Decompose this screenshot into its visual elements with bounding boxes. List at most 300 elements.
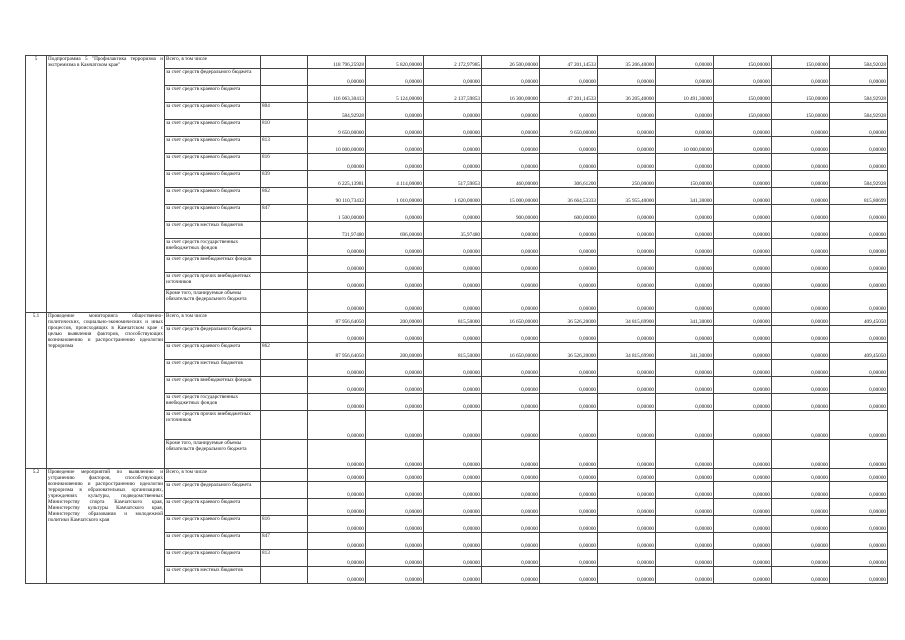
value-cell: 0,00000	[366, 394, 424, 411]
value-cell: 0,00000	[482, 550, 540, 567]
value-cell: 696,00000	[366, 222, 424, 239]
value-cell: 0,00000	[308, 154, 366, 171]
value-cell: 0,00000	[598, 550, 656, 567]
grbs-code: 804	[261, 103, 308, 120]
value-cell: 0,00000	[714, 567, 772, 584]
value-cell: 10 000,00000	[656, 137, 714, 154]
value-cell: 0,00000	[598, 120, 656, 137]
value-cell: 0,00000	[772, 482, 830, 499]
funding-source: за счет средств местных бюджетов	[165, 567, 261, 584]
value-cell: 0,00000	[598, 499, 656, 516]
value-cell: 0,00000	[482, 239, 540, 256]
funding-source: за счет средств государственных внебюджетных фондов	[165, 239, 261, 256]
value-cell: 0,00000	[772, 567, 830, 584]
value-cell: 1 500,00000	[308, 205, 366, 222]
value-cell: 0,00000	[656, 482, 714, 499]
value-cell: 0,00000	[424, 239, 482, 256]
value-cell: 815,50000	[424, 313, 482, 326]
value-cell: 1 010,00000	[366, 188, 424, 205]
value-cell: 0,00000	[830, 482, 888, 499]
value-cell: 0,00000	[308, 469, 366, 482]
value-cell: 0,00000	[482, 440, 540, 469]
value-cell: 517,59853	[424, 171, 482, 188]
funding-source: за счет средств федерального бюджета	[165, 326, 261, 343]
value-cell: 0,00000	[366, 550, 424, 567]
value-cell: 0,00000	[482, 290, 540, 313]
value-cell: 0,00000	[656, 360, 714, 377]
value-cell: 0,00000	[714, 222, 772, 239]
value-cell: 34 815,69900	[598, 343, 656, 360]
value-cell: 35 206,40000	[598, 56, 656, 69]
value-cell: 0,00000	[772, 273, 830, 290]
section-name: Проведение мониторинга общественно-политических, социально-экономических и иных процессов, происходящих в Камчатском крае с целью выявления факторов, способствующих возникновению и распространению идеологии терроризма	[47, 313, 165, 469]
section-name: Подпрограмма 5 "Профилактика терроризма и экстремизма в Камчатском крае"	[47, 56, 165, 313]
grbs-code: 816	[261, 154, 308, 171]
value-cell: 0,00000	[656, 533, 714, 550]
value-cell: 0,00000	[830, 273, 888, 290]
value-cell: 0,00000	[714, 343, 772, 360]
value-cell: 90 110,73432	[308, 188, 366, 205]
value-cell: 0,00000	[366, 482, 424, 499]
section-name: Проведение мероприятий по выявлению и устранению факторов, способствующих возникновению и распространению идеологии терроризма в образовательных организациях, учреждениях культуры, подведомственных Министерству спорта Камчатского края, Министерству культуры Камчатского края, Министерству образования и молодежной политики Камчатского края	[47, 469, 165, 584]
value-cell: 0,00000	[714, 273, 772, 290]
section-number: 5.2	[26, 469, 47, 584]
funding-source: за счет средств краевого бюджета	[165, 343, 261, 360]
value-cell: 15 000,00000	[482, 188, 540, 205]
value-cell: 0,00000	[482, 103, 540, 120]
value-cell: 0,00000	[598, 440, 656, 469]
value-cell: 0,00000	[308, 326, 366, 343]
funding-source: Всего, в том числе	[165, 469, 261, 482]
value-cell: 0,00000	[772, 469, 830, 482]
value-cell: 0,00000	[366, 516, 424, 533]
value-cell: 0,00000	[308, 550, 366, 567]
value-cell: 0,00000	[772, 205, 830, 222]
value-cell: 0,00000	[598, 516, 656, 533]
value-cell: 0,00000	[772, 256, 830, 273]
value-cell: 2 172,97985	[424, 56, 482, 69]
section-number: 5	[26, 56, 47, 313]
value-cell: 0,00000	[540, 394, 598, 411]
value-cell: 0,00000	[714, 499, 772, 516]
funding-source: за счет средств краевого бюджета	[165, 188, 261, 205]
value-cell: 0,00000	[830, 239, 888, 256]
grbs-code: 810	[261, 120, 308, 137]
value-cell: 0,00000	[366, 469, 424, 482]
value-cell: 0,00000	[540, 290, 598, 313]
value-cell: 0,00000	[830, 69, 888, 86]
value-cell: 0,00000	[424, 103, 482, 120]
value-cell: 0,00000	[482, 120, 540, 137]
value-cell: 0,00000	[598, 360, 656, 377]
value-cell: 0,00000	[424, 516, 482, 533]
value-cell: 0,00000	[772, 440, 830, 469]
value-cell: 0,00000	[656, 440, 714, 469]
value-cell: 0,00000	[772, 533, 830, 550]
value-cell: 47 201,14533	[540, 56, 598, 69]
value-cell: 0,00000	[772, 222, 830, 239]
value-cell: 0,00000	[540, 533, 598, 550]
table-row	[26, 469, 888, 482]
value-cell: 200,00000	[366, 313, 424, 326]
value-cell: 150,00000	[714, 56, 772, 69]
grbs-code: 839	[261, 171, 308, 188]
value-cell: 0,00000	[598, 290, 656, 313]
value-cell: 0,00000	[656, 411, 714, 440]
value-cell: 116 063,30413	[308, 86, 366, 103]
value-cell: 0,00000	[714, 120, 772, 137]
value-cell: 5 124,00000	[366, 86, 424, 103]
value-cell: 0,00000	[366, 411, 424, 440]
value-cell: 0,00000	[714, 69, 772, 86]
value-cell: 0,00000	[308, 567, 366, 584]
value-cell: 600,00000	[540, 205, 598, 222]
value-cell: 0,00000	[540, 440, 598, 469]
value-cell: 0,00000	[308, 256, 366, 273]
value-cell: 10 000,00000	[308, 137, 366, 154]
grbs-code: 847	[261, 205, 308, 222]
grbs-code: 862	[261, 188, 308, 205]
funding-source: за счет средств государственных внебюджетных фондов	[165, 394, 261, 411]
value-cell: 0,00000	[424, 360, 482, 377]
value-cell: 16 650,00000	[482, 313, 540, 326]
value-cell: 0,00000	[424, 326, 482, 343]
value-cell: 0,00000	[308, 516, 366, 533]
value-cell: 0,00000	[482, 567, 540, 584]
value-cell: 0,00000	[772, 516, 830, 533]
value-cell: 0,00000	[656, 256, 714, 273]
value-cell: 0,00000	[308, 440, 366, 469]
value-cell: 0,00000	[540, 377, 598, 394]
funding-source: Кроме того, планируемые объемы обязательств федерального бюджета	[165, 440, 261, 469]
value-cell: 0,00000	[540, 103, 598, 120]
funding-source: за счет средств федерального бюджета	[165, 482, 261, 499]
value-cell: 460,00000	[482, 171, 540, 188]
value-cell: 0,00000	[714, 313, 772, 326]
value-cell: 16 650,00000	[482, 343, 540, 360]
value-cell: 118 796,25928	[308, 56, 366, 69]
value-cell: 0,00000	[598, 394, 656, 411]
value-cell: 0,00000	[714, 239, 772, 256]
value-cell: 0,00000	[424, 273, 482, 290]
value-cell: 0,00000	[482, 411, 540, 440]
value-cell: 0,00000	[656, 394, 714, 411]
funding-source: за счет средств краевого бюджета	[165, 154, 261, 171]
value-cell: 34 815,69900	[598, 313, 656, 326]
value-cell: 0,00000	[656, 326, 714, 343]
value-cell: 0,00000	[772, 550, 830, 567]
value-cell: 0,00000	[656, 273, 714, 290]
grbs-code: 813	[261, 137, 308, 154]
value-cell: 0,00000	[714, 469, 772, 482]
value-cell: 0,00000	[424, 377, 482, 394]
value-cell: 0,00000	[772, 290, 830, 313]
value-cell: 0,00000	[366, 256, 424, 273]
value-cell: 0,00000	[540, 550, 598, 567]
value-cell: 0,00000	[772, 188, 830, 205]
value-cell: 0,00000	[598, 273, 656, 290]
value-cell: 0,00000	[656, 469, 714, 482]
grbs-code	[261, 482, 308, 499]
value-cell: 2 137,59853	[424, 86, 482, 103]
funding-source: Всего, в том числе	[165, 313, 261, 326]
value-cell: 584,92928	[830, 103, 888, 120]
value-cell: 0,00000	[830, 360, 888, 377]
value-cell: 0,00000	[656, 120, 714, 137]
value-cell: 0,00000	[482, 377, 540, 394]
value-cell: 0,00000	[598, 222, 656, 239]
value-cell: 0,00000	[482, 533, 540, 550]
funding-source: за счет средств местных бюджетов	[165, 360, 261, 377]
funding-source: за счет средств прочих внебюджетных источников	[165, 411, 261, 440]
grbs-code	[261, 394, 308, 411]
value-cell: 0,00000	[830, 533, 888, 550]
value-cell: 0,00000	[714, 516, 772, 533]
value-cell: 0,00000	[714, 482, 772, 499]
value-cell: 16 300,00000	[482, 86, 540, 103]
value-cell: 0,00000	[656, 205, 714, 222]
value-cell: 0,00000	[830, 137, 888, 154]
value-cell: 0,00000	[540, 273, 598, 290]
value-cell: 0,00000	[714, 326, 772, 343]
value-cell: 5 820,00000	[366, 56, 424, 69]
grbs-code: 813	[261, 550, 308, 567]
value-cell: 0,00000	[772, 394, 830, 411]
value-cell: 584,92928	[308, 103, 366, 120]
value-cell: 731,97480	[308, 222, 366, 239]
funding-source: за счет средств краевого бюджета	[165, 499, 261, 516]
grbs-code	[261, 256, 308, 273]
value-cell: 250,00000	[598, 171, 656, 188]
value-cell: 0,00000	[830, 411, 888, 440]
value-cell: 0,00000	[540, 482, 598, 499]
value-cell: 0,00000	[598, 567, 656, 584]
value-cell: 150,00000	[714, 103, 772, 120]
value-cell: 0,00000	[540, 326, 598, 343]
value-cell: 0,00000	[830, 326, 888, 343]
value-cell: 4 114,00000	[366, 171, 424, 188]
value-cell: 0,00000	[772, 239, 830, 256]
value-cell: 0,00000	[772, 69, 830, 86]
value-cell: 0,00000	[482, 154, 540, 171]
value-cell: 0,00000	[830, 256, 888, 273]
grbs-code	[261, 86, 308, 103]
funding-source: за счет средств краевого бюджета	[165, 550, 261, 567]
value-cell: 0,00000	[482, 516, 540, 533]
grbs-code	[261, 69, 308, 86]
funding-source: за счет средств прочих внебюджетных источников	[165, 273, 261, 290]
value-cell: 0,00000	[598, 154, 656, 171]
grbs-code	[261, 499, 308, 516]
value-cell: 0,00000	[540, 154, 598, 171]
value-cell: 0,00000	[598, 482, 656, 499]
funding-source: за счет средств местных бюджетов	[165, 222, 261, 239]
value-cell: 0,00000	[482, 469, 540, 482]
value-cell: 409,45050	[830, 313, 888, 326]
funding-source: Кроме того, планируемые объемы обязательств федерального бюджета	[165, 290, 261, 313]
funding-source: за счет средств краевого бюджета	[165, 171, 261, 188]
value-cell: 815,80699	[830, 188, 888, 205]
value-cell: 36 526,20000	[540, 313, 598, 326]
funding-source: за счет средств краевого бюджета	[165, 205, 261, 222]
value-cell: 0,00000	[366, 137, 424, 154]
value-cell: 0,00000	[308, 533, 366, 550]
value-cell: 0,00000	[830, 394, 888, 411]
value-cell: 36 205,40000	[598, 86, 656, 103]
value-cell: 584,92928	[830, 86, 888, 103]
value-cell: 0,00000	[366, 69, 424, 86]
funding-source: за счет средств краевого бюджета	[165, 516, 261, 533]
value-cell: 0,00000	[540, 256, 598, 273]
value-cell: 0,00000	[424, 394, 482, 411]
grbs-code	[261, 469, 308, 482]
value-cell: 150,00000	[656, 171, 714, 188]
grbs-code	[261, 239, 308, 256]
value-cell: 0,00000	[482, 137, 540, 154]
value-cell: 6 225,13981	[308, 171, 366, 188]
value-cell: 0,00000	[424, 567, 482, 584]
value-cell: 0,00000	[598, 137, 656, 154]
value-cell: 0,00000	[714, 411, 772, 440]
value-cell: 0,00000	[308, 377, 366, 394]
value-cell: 0,00000	[772, 411, 830, 440]
grbs-code	[261, 440, 308, 469]
value-cell: 0,00000	[424, 482, 482, 499]
value-cell: 0,00000	[308, 482, 366, 499]
value-cell: 0,00000	[772, 137, 830, 154]
value-cell: 200,00000	[366, 343, 424, 360]
value-cell: 0,00000	[830, 377, 888, 394]
funding-source: за счет средств внебюджетных фондов	[165, 256, 261, 273]
funding-source: за счет средств краевого бюджета	[165, 533, 261, 550]
value-cell: 0,00000	[482, 482, 540, 499]
value-cell: 0,00000	[424, 550, 482, 567]
value-cell: 0,00000	[714, 188, 772, 205]
value-cell: 0,00000	[598, 377, 656, 394]
value-cell: 0,00000	[366, 499, 424, 516]
value-cell: 0,00000	[366, 103, 424, 120]
value-cell: 0,00000	[308, 69, 366, 86]
value-cell: 0,00000	[656, 154, 714, 171]
value-cell: 0,00000	[482, 69, 540, 86]
value-cell: 0,00000	[772, 154, 830, 171]
value-cell: 0,00000	[656, 550, 714, 567]
value-cell: 0,00000	[714, 205, 772, 222]
value-cell: 0,00000	[656, 239, 714, 256]
value-cell: 0,00000	[424, 411, 482, 440]
grbs-code: 862	[261, 343, 308, 360]
value-cell: 306,61200	[540, 171, 598, 188]
value-cell: 0,00000	[540, 222, 598, 239]
value-cell: 0,00000	[714, 440, 772, 469]
value-cell: 0,00000	[714, 256, 772, 273]
value-cell: 0,00000	[656, 56, 714, 69]
value-cell: 0,00000	[656, 103, 714, 120]
grbs-code	[261, 326, 308, 343]
funding-source: за счет средств внебюджетных фондов	[165, 377, 261, 394]
value-cell: 341,30000	[656, 313, 714, 326]
value-cell: 815,50000	[424, 343, 482, 360]
value-cell: 35,97480	[424, 222, 482, 239]
grbs-code	[261, 567, 308, 584]
value-cell: 341,30000	[656, 343, 714, 360]
value-cell: 0,00000	[830, 154, 888, 171]
value-cell: 0,00000	[540, 69, 598, 86]
value-cell: 150,00000	[772, 103, 830, 120]
value-cell: 0,00000	[598, 533, 656, 550]
value-cell: 0,00000	[308, 394, 366, 411]
value-cell: 0,00000	[540, 469, 598, 482]
value-cell: 0,00000	[540, 411, 598, 440]
value-cell: 0,00000	[424, 256, 482, 273]
value-cell: 9 650,00000	[308, 120, 366, 137]
value-cell: 0,00000	[366, 440, 424, 469]
funding-source: за счет средств краевого бюджета	[165, 86, 261, 103]
value-cell: 0,00000	[830, 516, 888, 533]
value-cell: 0,00000	[308, 273, 366, 290]
value-cell: 0,00000	[714, 533, 772, 550]
table-row	[26, 56, 888, 69]
value-cell: 0,00000	[540, 360, 598, 377]
value-cell: 0,00000	[366, 360, 424, 377]
value-cell: 0,00000	[598, 256, 656, 273]
value-cell: 0,00000	[366, 273, 424, 290]
value-cell: 0,00000	[656, 290, 714, 313]
grbs-code	[261, 273, 308, 290]
value-cell: 0,00000	[540, 567, 598, 584]
funding-source: за счет средств федерального бюджета	[165, 69, 261, 86]
funding-source: Всего, в том числе	[165, 56, 261, 69]
grbs-code	[261, 56, 308, 69]
value-cell: 0,00000	[540, 499, 598, 516]
value-cell: 584,92028	[830, 56, 888, 69]
grbs-code: 847	[261, 533, 308, 550]
value-cell: 0,00000	[714, 137, 772, 154]
value-cell: 0,00000	[830, 290, 888, 313]
value-cell: 0,00000	[772, 313, 830, 326]
value-cell: 0,00000	[598, 239, 656, 256]
value-cell: 0,00000	[366, 533, 424, 550]
value-cell: 0,00000	[424, 499, 482, 516]
value-cell: 0,00000	[830, 222, 888, 239]
funding-source: за счет средств краевого бюджета	[165, 137, 261, 154]
value-cell: 0,00000	[830, 120, 888, 137]
value-cell: 1 620,00000	[424, 188, 482, 205]
value-cell: 0,00000	[366, 326, 424, 343]
value-cell: 150,00000	[772, 86, 830, 103]
value-cell: 0,00000	[540, 516, 598, 533]
value-cell: 0,00000	[366, 154, 424, 171]
value-cell: 0,00000	[830, 205, 888, 222]
value-cell: 0,00000	[598, 205, 656, 222]
value-cell: 0,00000	[656, 377, 714, 394]
value-cell: 9 650,00000	[540, 120, 598, 137]
value-cell: 0,00000	[598, 411, 656, 440]
value-cell: 900,00000	[482, 205, 540, 222]
grbs-code	[261, 411, 308, 440]
budget-sheet	[25, 55, 887, 584]
value-cell: 0,00000	[714, 377, 772, 394]
value-cell: 0,00000	[714, 171, 772, 188]
value-cell: 0,00000	[424, 533, 482, 550]
value-cell: 36 526,20000	[540, 343, 598, 360]
value-cell: 0,00000	[656, 567, 714, 584]
value-cell: 0,00000	[714, 394, 772, 411]
value-cell: 0,00000	[598, 469, 656, 482]
value-cell: 0,00000	[424, 137, 482, 154]
value-cell: 0,00000	[714, 550, 772, 567]
value-cell: 36 664,53333	[540, 188, 598, 205]
